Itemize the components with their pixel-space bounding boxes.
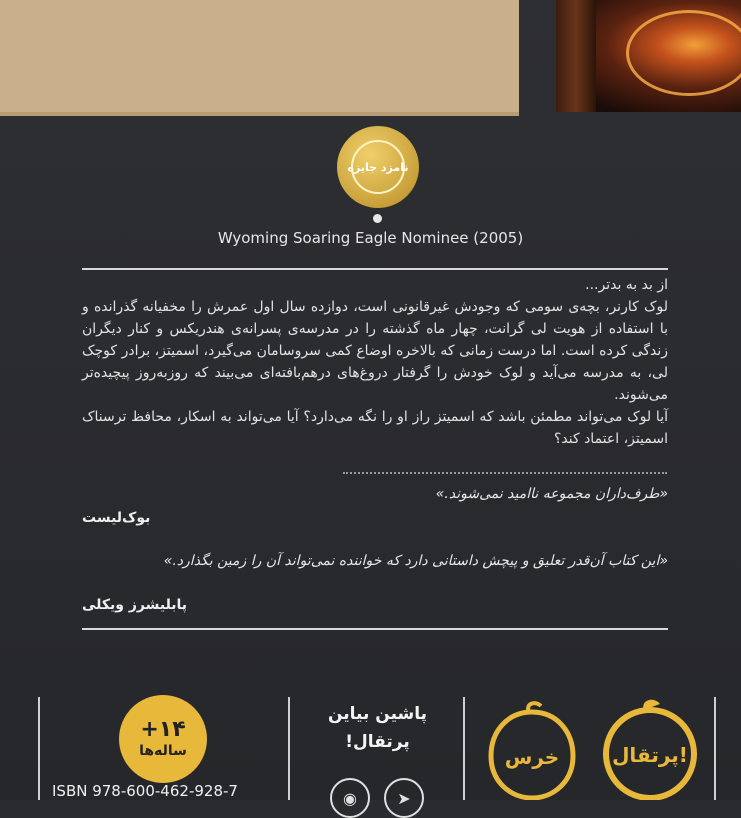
isbn: ISBN 978-600-462-928-7 [52, 782, 238, 800]
promo-text [300, 700, 455, 756]
instagram-icon[interactable]: ◉ [330, 778, 370, 818]
review-source-1: بوک‌لیست [82, 510, 151, 526]
photo-shelf [556, 0, 596, 112]
synopsis-paragraph-1: از بد به بدتر... [585, 277, 668, 293]
logo-bear-text: خرس [504, 745, 560, 769]
telegram-icon[interactable]: ➤ [384, 778, 424, 818]
photo-fire-ring [626, 10, 741, 96]
publisher-logo-bear [477, 700, 587, 800]
synopsis-paragraph-3: آیا لوک می‌تواند مطمئن باشد که اسمیتز راز او را نگه می‌دارد؟ آیا می‌تواند به اسکار، محافظ ترسناک اسمیتز، اعتماد کند؟ [82, 409, 668, 447]
footer-divider-1 [38, 697, 40, 800]
medal-text: نامزد جایزه [347, 160, 409, 174]
review-quote-2: «این کتاب آن‌قدر تعلیق و پیچش داستانی دارد که خواننده نمی‌تواند آن را زمین بگذارد.» [163, 553, 668, 569]
promo-line-1: پاشین بیاین [327, 704, 428, 724]
footer-divider-4 [714, 697, 716, 800]
age-rating-badge [119, 695, 207, 783]
medal-dot [373, 214, 382, 223]
logo-orange-text: پرتقال! [612, 743, 688, 767]
divider-top [82, 268, 668, 270]
review-source-2: پابلیشرز ویکلی [82, 597, 188, 613]
publisher-logo-orange [594, 696, 706, 800]
synopsis [82, 274, 668, 450]
award-medal [337, 126, 419, 208]
cover-photo [556, 0, 741, 112]
synopsis-paragraph-2: لوک کارنر، بچه‌ی سومی که وجودش غیرقانونی است، دوازده سال اول عمرش را مخفیانه گذرانده و با استفاده از هویت لی گرانت، چهار ماه گذشته را در مدرسه‌ی پسرانه‌ی هندریکس و کنار دیگران زندگی کرده است. اما درست زمانی که بالاخره اوضاع کمی سروسامان می‌گیرد، اسمیتز، برادر کوچک لی، به مدرسه می‌آید و لوک خودش را گرفتار دروغ‌های درهم‌بافته‌ای می‌بیند که روزبه‌روز پیچیده‌تر می‌شوند. [82, 299, 668, 403]
cover-top-panel [0, 0, 519, 116]
dotted-divider [343, 472, 667, 474]
promo-line-2: پرتقال! [345, 732, 410, 752]
divider-bottom [82, 628, 668, 630]
footer-divider-3 [463, 697, 465, 800]
footer-divider-2 [288, 697, 290, 800]
age-label: ساله‌ها [139, 743, 187, 759]
award-caption: Wyoming Soaring Eagle Nominee (2005) [217, 229, 524, 247]
review-quote-1: «طرف‌داران مجموعه ناامید نمی‌شوند.» [435, 486, 668, 502]
age-number: +۱۴ [140, 717, 186, 742]
